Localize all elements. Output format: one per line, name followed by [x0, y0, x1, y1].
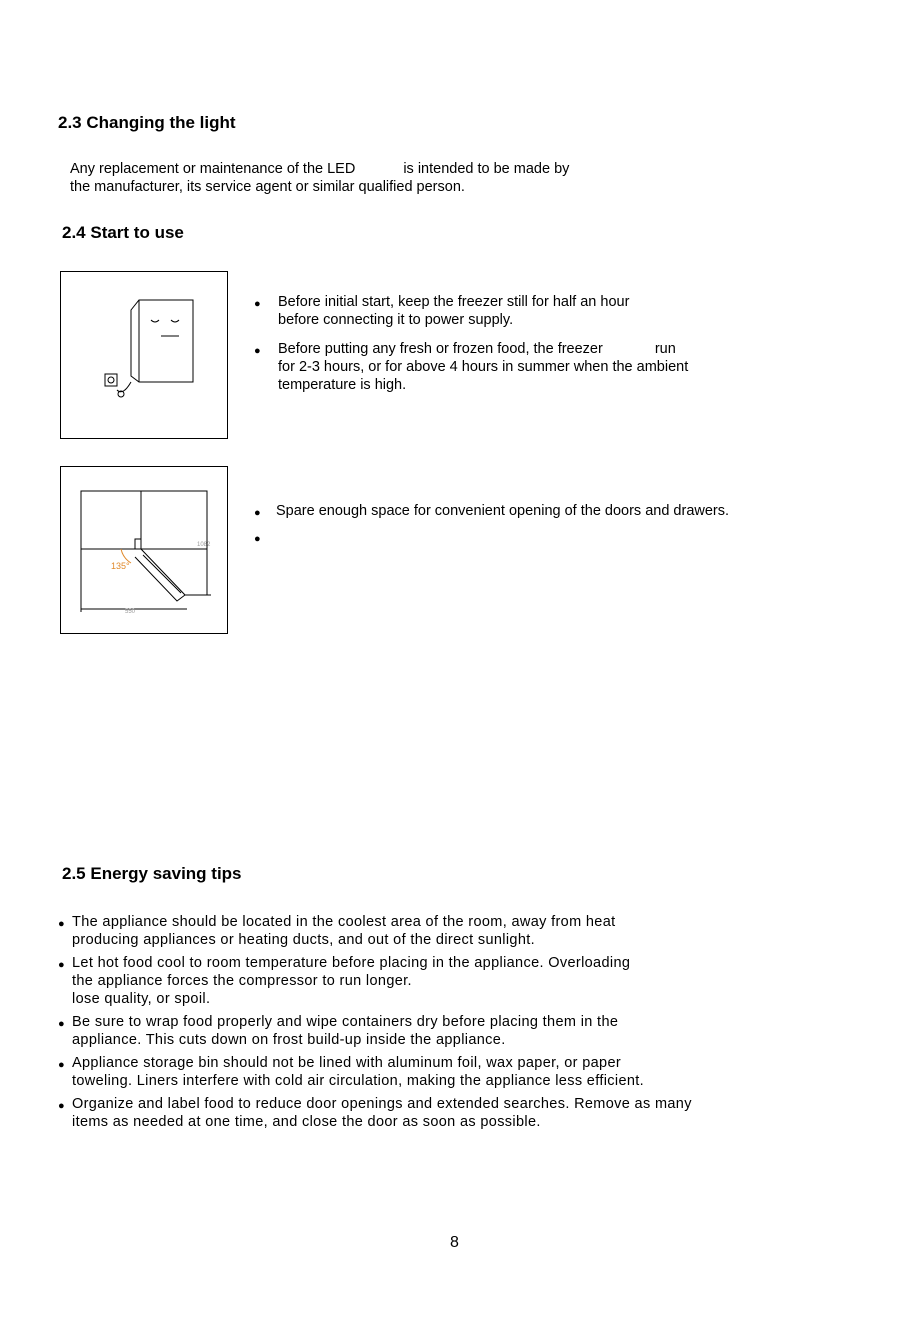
start-bullet-1-line1: Before initial start, keep the freezer still for half an hour	[278, 294, 630, 310]
bullet-dot: ●	[254, 345, 261, 357]
start-bullet-2-line1b: run	[654, 341, 676, 357]
open-door-shape	[135, 549, 185, 601]
energy-tip	[58, 1054, 858, 1090]
power-cord	[117, 382, 131, 392]
energy-tip	[58, 1013, 858, 1049]
start-bullet-2	[254, 340, 814, 394]
space-bullet-1-text: Spare enough space for convenient opening of the doors and drawers.	[276, 503, 730, 519]
freezer-eye-right	[171, 320, 179, 322]
energy-tip	[58, 1095, 858, 1131]
energy-tip-line: the appliance forces the compressor to run longer.	[72, 973, 412, 989]
energy-tip	[58, 954, 858, 1008]
wall-socket-icon	[105, 374, 117, 386]
door-clearance-figure	[60, 466, 228, 634]
page-number: 8	[450, 1234, 459, 1251]
section-2-3-heading: 2.3 Changing the light	[58, 113, 236, 132]
bullet-dot: ●	[254, 298, 261, 310]
section-2-4-heading: 2.4 Start to use	[62, 223, 184, 242]
freezer-plug-figure	[60, 271, 228, 439]
bullet-dot: ●	[58, 1018, 65, 1030]
bullet-dot: ●	[58, 918, 65, 930]
section-2-3-line1a: Any replacement or maintenance of the LED	[70, 161, 356, 177]
width-label: 550	[125, 609, 136, 615]
start-bullet-1	[254, 293, 814, 329]
door-clearance-illustration	[61, 467, 227, 633]
start-bullet-1-line2: before connecting it to power supply.	[278, 312, 514, 328]
bullet-dot: ●	[58, 1100, 65, 1112]
start-bullet-2-line3: temperature is high.	[278, 377, 407, 393]
angle-label: 135°	[111, 561, 130, 571]
space-bullet-1	[254, 502, 814, 522]
space-bullet-2	[254, 528, 814, 548]
energy-tip	[58, 913, 858, 949]
energy-tip-line: items as needed at one time, and close the door as soon as possible.	[72, 1114, 541, 1130]
start-bullet-2-line2: for 2-3 hours, or for above 4 hours in summer when the ambient	[278, 359, 689, 375]
energy-tip-line: The appliance should be located in the coolest area of the room, away from heat	[72, 914, 616, 930]
energy-tip-line: Let hot food cool to room temperature before placing in the appliance. Overloading	[72, 955, 631, 971]
start-bullet-2-line1a: Before putting any fresh or frozen food, the freezer	[278, 341, 603, 357]
depth-label: 1082	[197, 542, 211, 548]
energy-tip-line: appliance. This cuts down on frost build-up inside the appliance.	[72, 1032, 506, 1048]
section-2-5-heading: 2.5 Energy saving tips	[62, 864, 242, 883]
bullet-dot: ●	[58, 1059, 65, 1071]
cabinet-outline	[81, 491, 207, 549]
energy-tip-line: toweling. Liners interfere with cold air circulation, making the appliance less efficient.	[72, 1073, 645, 1089]
energy-tip-line: Appliance storage bin should not be lined with aluminum foil, wax paper, or paper	[72, 1055, 622, 1071]
freezer-eye-left	[151, 320, 159, 322]
energy-tip-line: producing appliances or heating ducts, and out of the direct sunlight.	[72, 932, 536, 948]
energy-tip-line: lose quality, or spoil.	[72, 991, 211, 1007]
energy-tip-line: Be sure to wrap food properly and wipe containers dry before placing them in the	[72, 1014, 619, 1030]
freezer-plug-illustration	[61, 272, 227, 438]
energy-tip-line: Organize and label food to reduce door openings and extended searches. Remove as many	[72, 1096, 692, 1112]
energy-tips-list	[58, 913, 858, 1131]
section-2-3-line1b: is intended to be made by	[403, 161, 570, 177]
section-2-3-body	[70, 160, 670, 196]
freezer-body-shape	[131, 300, 193, 382]
bullet-dot: ●	[254, 533, 261, 545]
section-2-3-line2: the manufacturer, its service agent or similar qualified person.	[70, 179, 465, 195]
bullet-dot: ●	[58, 959, 65, 971]
bullet-dot: ●	[254, 507, 261, 519]
